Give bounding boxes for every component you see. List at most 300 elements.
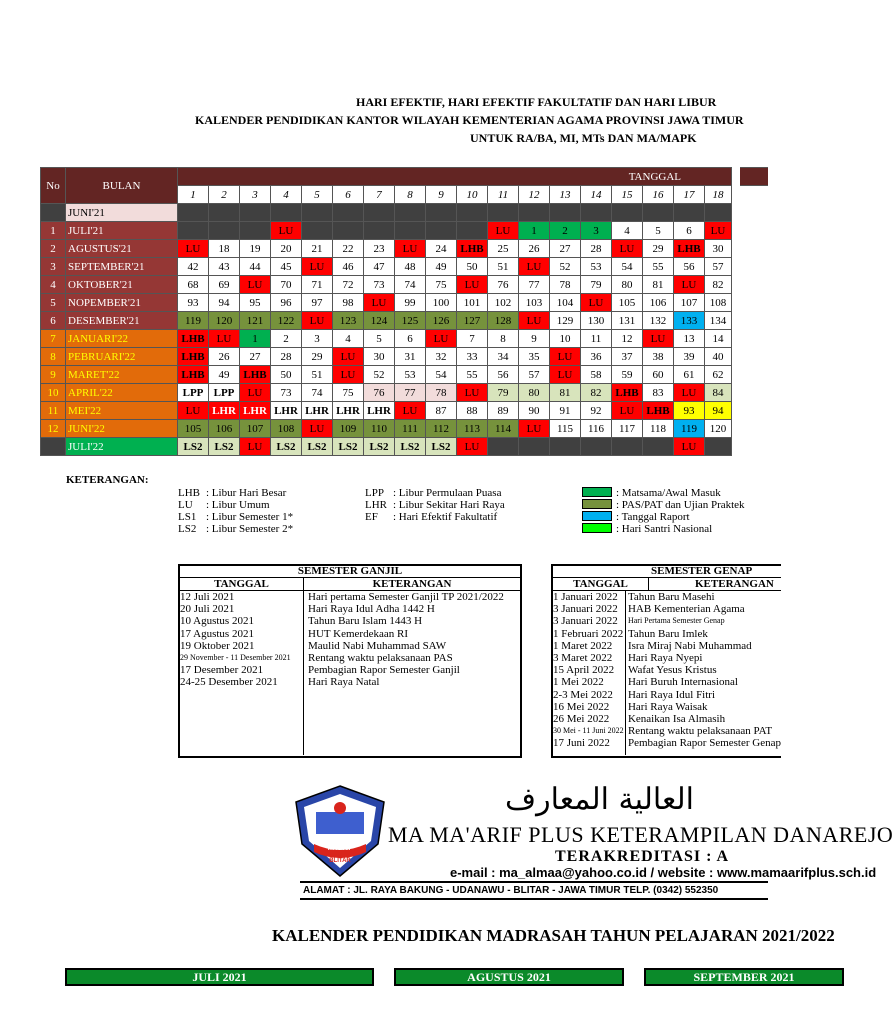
- day-cell: 60: [643, 366, 674, 384]
- day-cell: 31: [395, 348, 426, 366]
- color-swatch: [582, 511, 612, 521]
- day-cell: 49: [426, 258, 457, 276]
- month-name: MARET'22: [66, 366, 178, 384]
- day-cell: 19: [240, 240, 271, 258]
- row-number: 7: [41, 330, 66, 348]
- event-date: 10 Agustus 2021: [180, 615, 254, 628]
- event-date: 20 Juli 2021: [180, 603, 235, 616]
- day-cell: LS2: [178, 438, 209, 456]
- calendar-row: [41, 294, 732, 312]
- day-cell: [364, 222, 395, 240]
- day-cell: 115: [550, 420, 581, 438]
- day-cell: 103: [519, 294, 550, 312]
- day-cell: 11: [581, 330, 612, 348]
- day-cell: 8: [488, 330, 519, 348]
- calendar-row: [41, 348, 732, 366]
- day-cell: 105: [612, 294, 643, 312]
- col-tanggal-header: [178, 168, 732, 186]
- event-date: 2-3 Mei 2022: [553, 688, 613, 701]
- event-description: Pembagian Rapor Semester Genap: [627, 737, 781, 750]
- day-cell: [519, 438, 550, 456]
- day-cell: 80: [612, 276, 643, 294]
- day-cell: 40: [705, 348, 732, 366]
- school-name: MA MA'ARIF PLUS KETERAMPILAN DANAREJO: [388, 822, 893, 847]
- event-description: Hari Buruh Internasional: [627, 676, 738, 689]
- day-cell: [705, 438, 732, 456]
- day-cell: 131: [612, 312, 643, 330]
- day-cell: 47: [364, 258, 395, 276]
- school-address: ALAMAT : JL. RAYA BAKUNG - UDANAWU - BLITAR - JAWA TIMUR TELP. (0342) 552350: [303, 885, 719, 896]
- calendar-row: [41, 276, 732, 294]
- day-cell: 76: [364, 384, 395, 402]
- address-rule-bottom: [300, 898, 768, 900]
- day-cell: 32: [426, 348, 457, 366]
- row-number: 2: [41, 240, 66, 258]
- day-cell: 88: [457, 402, 488, 420]
- day-cell: 109: [333, 420, 364, 438]
- day-cell: 92: [581, 402, 612, 420]
- day-cell: 20: [271, 240, 302, 258]
- event-description: Rentang waktu pelaksanaan PAS: [308, 651, 453, 664]
- day-header: 9: [426, 186, 457, 204]
- logo-label: MA'ARIF: [327, 846, 353, 852]
- day-cell: 124: [364, 312, 395, 330]
- legend-code: LU: [178, 499, 193, 511]
- day-cell: 61: [674, 366, 705, 384]
- day-cell: LU: [333, 366, 364, 384]
- day-cell: 18: [209, 240, 240, 258]
- header-line-3: UNTUK RA/BA, MI, MTs DAN MA/MAPK: [470, 131, 697, 145]
- day-cell: LS2: [302, 438, 333, 456]
- header-tail: [740, 167, 768, 186]
- day-cell: 119: [178, 312, 209, 330]
- day-cell: [674, 204, 705, 222]
- legend-text: : Libur Semester 2*: [206, 523, 294, 535]
- event-date: 3 Maret 2022: [553, 651, 613, 664]
- day-cell: 23: [364, 240, 395, 258]
- day-cell: 4: [333, 330, 364, 348]
- event-description: Tahun Baru Masehi: [627, 591, 715, 603]
- day-cell: 7: [457, 330, 488, 348]
- color-swatch: [582, 499, 612, 509]
- day-cell: 121: [240, 312, 271, 330]
- day-cell: 6: [674, 222, 705, 240]
- day-cell: 53: [395, 366, 426, 384]
- legend-code: LHR: [365, 499, 387, 511]
- day-cell: 5: [643, 222, 674, 240]
- event-description: Hari Raya Idul Fitri: [627, 688, 716, 701]
- day-cell: [488, 204, 519, 222]
- event-date: 17 Desember 2021: [180, 664, 264, 677]
- day-cell: LHB: [643, 402, 674, 420]
- header-line-2: KALENDER PENDIDIKAN KANTOR WILAYAH KEMENTERIAN AGAMA PROVINSI JAWA TIMUR: [195, 113, 744, 127]
- day-header: 17: [674, 186, 705, 204]
- calendar-row: [41, 258, 732, 276]
- day-cell: 42: [178, 258, 209, 276]
- event-description: Tahun Baru Islam 1443 H: [308, 615, 423, 628]
- day-cell: 57: [705, 258, 732, 276]
- month-name: JUNI'22: [66, 420, 178, 438]
- legend-item: [178, 487, 293, 499]
- legend-text: : PAS/PAT dan Ujian Praktek: [616, 499, 745, 511]
- day-cell: 78: [550, 276, 581, 294]
- row-number: 6: [41, 312, 66, 330]
- day-cell: LU: [457, 384, 488, 402]
- event-description: Hari Pertama Semester Genap: [627, 616, 725, 626]
- day-cell: LU: [581, 294, 612, 312]
- day-cell: 22: [333, 240, 364, 258]
- day-cell: [426, 222, 457, 240]
- day-cell: 38: [643, 348, 674, 366]
- legend-item: [178, 499, 293, 511]
- tab-juli-2021[interactable]: JULI 2021: [65, 968, 374, 986]
- month-name: APRIL'22: [66, 384, 178, 402]
- day-cell: LU: [240, 384, 271, 402]
- month-name: JUNI'21: [66, 204, 178, 222]
- day-cell: 35: [519, 348, 550, 366]
- genap-col-tanggal: TANGGAL: [553, 578, 649, 590]
- day-cell: 28: [271, 348, 302, 366]
- day-cell: 108: [271, 420, 302, 438]
- day-cell: LHB: [674, 240, 705, 258]
- col-no-header: No: [41, 168, 66, 204]
- day-cell: LU: [674, 276, 705, 294]
- day-cell: [488, 438, 519, 456]
- day-cell: 93: [674, 402, 705, 420]
- legend-text: : Matsama/Awal Masuk: [616, 487, 721, 499]
- day-cell: 74: [395, 276, 426, 294]
- day-header: 12: [519, 186, 550, 204]
- day-cell: [333, 204, 364, 222]
- calendar-row: [41, 438, 732, 456]
- calendar-row: [41, 402, 732, 420]
- day-cell: 13: [674, 330, 705, 348]
- day-cell: [519, 204, 550, 222]
- day-cell: 81: [643, 276, 674, 294]
- day-cell: [612, 204, 643, 222]
- day-cell: 9: [519, 330, 550, 348]
- day-header: 8: [395, 186, 426, 204]
- day-cell: 97: [302, 294, 333, 312]
- genap-title: SEMESTER GENAP: [553, 566, 781, 578]
- legend-swatch-item: [582, 523, 745, 535]
- day-cell: 27: [240, 348, 271, 366]
- event-date: 17 Agustus 2021: [180, 627, 254, 640]
- event-date: 16 Mei 2022: [553, 700, 610, 713]
- month-name: OKTOBER'21: [66, 276, 178, 294]
- calendar-table: [40, 167, 732, 456]
- day-cell: LU: [302, 258, 333, 276]
- day-header: 10: [457, 186, 488, 204]
- day-cell: 100: [426, 294, 457, 312]
- day-cell: 76: [488, 276, 519, 294]
- day-cell: 1: [519, 222, 550, 240]
- day-header: 4: [271, 186, 302, 204]
- legend-item: [365, 487, 505, 499]
- day-cell: 130: [581, 312, 612, 330]
- day-cell: 125: [395, 312, 426, 330]
- day-cell: LU: [612, 240, 643, 258]
- day-cell: LU: [519, 312, 550, 330]
- day-cell: 120: [705, 420, 732, 438]
- day-cell: [240, 222, 271, 240]
- day-cell: 107: [674, 294, 705, 312]
- month-name: AGUSTUS'21: [66, 240, 178, 258]
- day-cell: 89: [488, 402, 519, 420]
- row-number: [41, 204, 66, 222]
- day-cell: LU: [364, 294, 395, 312]
- event-date: 24-25 Desember 2021: [180, 676, 278, 689]
- day-cell: 68: [178, 276, 209, 294]
- day-cell: 82: [705, 276, 732, 294]
- day-cell: LS2: [271, 438, 302, 456]
- event-date: 30 Mei - 11 Juni 2022: [553, 726, 624, 736]
- day-cell: 52: [550, 258, 581, 276]
- event-date: 3 Januari 2022: [553, 615, 618, 628]
- legend-text: : Libur Umum: [206, 499, 270, 511]
- day-cell: LHR: [271, 402, 302, 420]
- keterangan-label: KETERANGAN:: [66, 474, 149, 486]
- day-cell: 118: [643, 420, 674, 438]
- day-cell: 106: [643, 294, 674, 312]
- day-header: 16: [643, 186, 674, 204]
- day-cell: 73: [271, 384, 302, 402]
- event-description: Isra Miraj Nabi Muhammad: [627, 639, 752, 652]
- day-header: 14: [581, 186, 612, 204]
- legend-column-2: [365, 487, 505, 523]
- legend-text: : Hari Efektif Fakultatif: [393, 511, 498, 523]
- day-cell: 3: [302, 330, 333, 348]
- day-cell: 79: [488, 384, 519, 402]
- day-cell: [426, 204, 457, 222]
- day-cell: 34: [488, 348, 519, 366]
- day-cell: LS2: [395, 438, 426, 456]
- legend-swatch-item: [582, 499, 745, 511]
- day-header: 13: [550, 186, 581, 204]
- day-cell: LU: [302, 312, 333, 330]
- day-cell: [612, 438, 643, 456]
- tab-september-2021[interactable]: SEPTEMBER 2021: [644, 968, 844, 986]
- calendar-row: [41, 312, 732, 330]
- event-date: 12 Juli 2021: [180, 591, 235, 603]
- day-cell: 3: [581, 222, 612, 240]
- color-swatch: [582, 487, 612, 497]
- day-cell: 72: [333, 276, 364, 294]
- day-cell: 94: [209, 294, 240, 312]
- day-cell: 53: [581, 258, 612, 276]
- day-cell: LU: [550, 348, 581, 366]
- day-cell: 112: [426, 420, 457, 438]
- day-cell: 98: [333, 294, 364, 312]
- day-cell: 79: [581, 276, 612, 294]
- day-cell: [581, 204, 612, 222]
- event-description: Kenaikan Isa Almasih: [627, 712, 726, 725]
- day-cell: LU: [302, 420, 333, 438]
- event-description: Hari pertama Semester Ganjil TP 2021/2022: [308, 591, 504, 603]
- day-cell: LS2: [364, 438, 395, 456]
- day-header: 11: [488, 186, 519, 204]
- day-cell: 44: [240, 258, 271, 276]
- day-cell: [457, 204, 488, 222]
- event-date: 1 Januari 2022: [553, 591, 618, 603]
- event-date: 1 Februari 2022: [553, 627, 624, 640]
- day-cell: 62: [705, 366, 732, 384]
- day-cell: LU: [643, 330, 674, 348]
- day-cell: [302, 204, 333, 222]
- day-cell: 83: [643, 384, 674, 402]
- day-cell: 71: [302, 276, 333, 294]
- day-cell: 49: [209, 366, 240, 384]
- month-name: PEBRUARI'22: [66, 348, 178, 366]
- legend-swatches: [582, 487, 745, 535]
- month-name: NOPEMBER'21: [66, 294, 178, 312]
- calendar-row: [41, 330, 732, 348]
- day-cell: LHB: [178, 330, 209, 348]
- day-cell: [364, 204, 395, 222]
- day-cell: 2: [271, 330, 302, 348]
- day-cell: 70: [271, 276, 302, 294]
- day-cell: 51: [302, 366, 333, 384]
- day-cell: LHR: [209, 402, 240, 420]
- legend-item: [365, 499, 505, 511]
- day-cell: [178, 222, 209, 240]
- row-number: 10: [41, 384, 66, 402]
- day-cell: 75: [426, 276, 457, 294]
- event-date: 26 Mei 2022: [553, 712, 610, 725]
- day-cell: 80: [519, 384, 550, 402]
- row-number: 9: [41, 366, 66, 384]
- day-cell: 126: [426, 312, 457, 330]
- event-description: Hari Raya Nyepi: [627, 651, 703, 664]
- day-cell: 101: [457, 294, 488, 312]
- day-cell: 29: [643, 240, 674, 258]
- day-cell: 78: [426, 384, 457, 402]
- day-cell: [302, 222, 333, 240]
- day-cell: LU: [240, 276, 271, 294]
- day-cell: LS2: [426, 438, 457, 456]
- month-name: SEPTEMBER'21: [66, 258, 178, 276]
- legend-text: : Libur Sekitar Hari Raya: [393, 499, 505, 511]
- event-date: 15 April 2022: [553, 664, 615, 677]
- month-name: DESEMBER'21: [66, 312, 178, 330]
- day-cell: 26: [209, 348, 240, 366]
- calendar-row: [41, 240, 732, 258]
- day-cell: 56: [674, 258, 705, 276]
- day-cell: [643, 204, 674, 222]
- day-cell: 82: [581, 384, 612, 402]
- legend-text: : Tanggal Raport: [616, 511, 690, 523]
- event-description: HUT Kemerdekaan RI: [308, 627, 408, 640]
- event-description: Hari Raya Waisak: [627, 700, 708, 713]
- day-cell: 6: [395, 330, 426, 348]
- day-header: 1: [178, 186, 209, 204]
- legend-item: [178, 523, 293, 535]
- row-number: 4: [41, 276, 66, 294]
- day-cell: LHR: [240, 402, 271, 420]
- day-cell: [705, 204, 732, 222]
- day-cell: 94: [705, 402, 732, 420]
- ganjil-col-keterangan: KETERANGAN: [372, 578, 452, 590]
- day-header: 2: [209, 186, 240, 204]
- day-cell: 5: [364, 330, 395, 348]
- legend-text: : Libur Hari Besar: [206, 487, 287, 499]
- day-header: 7: [364, 186, 395, 204]
- day-cell: 104: [550, 294, 581, 312]
- day-cell: 90: [519, 402, 550, 420]
- day-cell: 1: [240, 330, 271, 348]
- school-arabic-name: العالية المعارف: [505, 782, 694, 817]
- day-cell: 127: [457, 312, 488, 330]
- day-cell: 54: [612, 258, 643, 276]
- day-cell: [209, 204, 240, 222]
- ganjil-col-tanggal: TANGGAL: [180, 578, 304, 590]
- day-cell: [240, 204, 271, 222]
- day-cell: 111: [395, 420, 426, 438]
- day-cell: 69: [209, 276, 240, 294]
- month-name: JULI'22: [66, 438, 178, 456]
- semester-genap-table: [551, 564, 781, 758]
- day-cell: 48: [395, 258, 426, 276]
- day-header: 5: [302, 186, 333, 204]
- day-cell: 81: [550, 384, 581, 402]
- tab-agustus-2021[interactable]: AGUSTUS 2021: [394, 968, 624, 986]
- event-description: Tahun Baru Imlek: [627, 627, 708, 640]
- day-cell: [209, 222, 240, 240]
- day-cell: 55: [643, 258, 674, 276]
- day-cell: LU: [178, 240, 209, 258]
- school-logo: [294, 784, 386, 878]
- legend-text: : Hari Santri Nasional: [616, 523, 713, 535]
- day-cell: 21: [302, 240, 333, 258]
- day-cell: 24: [426, 240, 457, 258]
- day-cell: 84: [705, 384, 732, 402]
- legend-code: LS1: [178, 511, 197, 523]
- event-description: Maulid Nabi Muhammad SAW: [308, 639, 447, 652]
- day-cell: 26: [519, 240, 550, 258]
- event-description: Hari Raya Idul Adha 1442 H: [308, 603, 435, 616]
- day-cell: 122: [271, 312, 302, 330]
- event-description: Wafat Yesus Kristus: [627, 664, 717, 677]
- month-name: JANUARI'22: [66, 330, 178, 348]
- day-cell: LU: [395, 402, 426, 420]
- calendar-row: [41, 420, 732, 438]
- day-cell: 43: [209, 258, 240, 276]
- logo-sub: BLITAR: [329, 858, 351, 864]
- day-cell: 30: [705, 240, 732, 258]
- day-cell: LHB: [612, 384, 643, 402]
- day-cell: 96: [271, 294, 302, 312]
- day-cell: 55: [457, 366, 488, 384]
- day-cell: LU: [488, 222, 519, 240]
- event-date: 3 Januari 2022: [553, 603, 618, 616]
- day-cell: 133: [674, 312, 705, 330]
- day-cell: [550, 438, 581, 456]
- day-cell: LU: [457, 276, 488, 294]
- day-cell: 37: [612, 348, 643, 366]
- event-date: 29 November - 11 Desember 2021: [180, 652, 291, 662]
- day-cell: 14: [705, 330, 732, 348]
- day-cell: [643, 438, 674, 456]
- day-cell: 129: [550, 312, 581, 330]
- day-cell: 87: [426, 402, 457, 420]
- day-cell: 134: [705, 312, 732, 330]
- day-cell: 25: [488, 240, 519, 258]
- day-cell: LU: [674, 384, 705, 402]
- day-cell: 45: [271, 258, 302, 276]
- day-cell: 77: [519, 276, 550, 294]
- row-number: 11: [41, 402, 66, 420]
- legend-code: LS2: [178, 523, 197, 535]
